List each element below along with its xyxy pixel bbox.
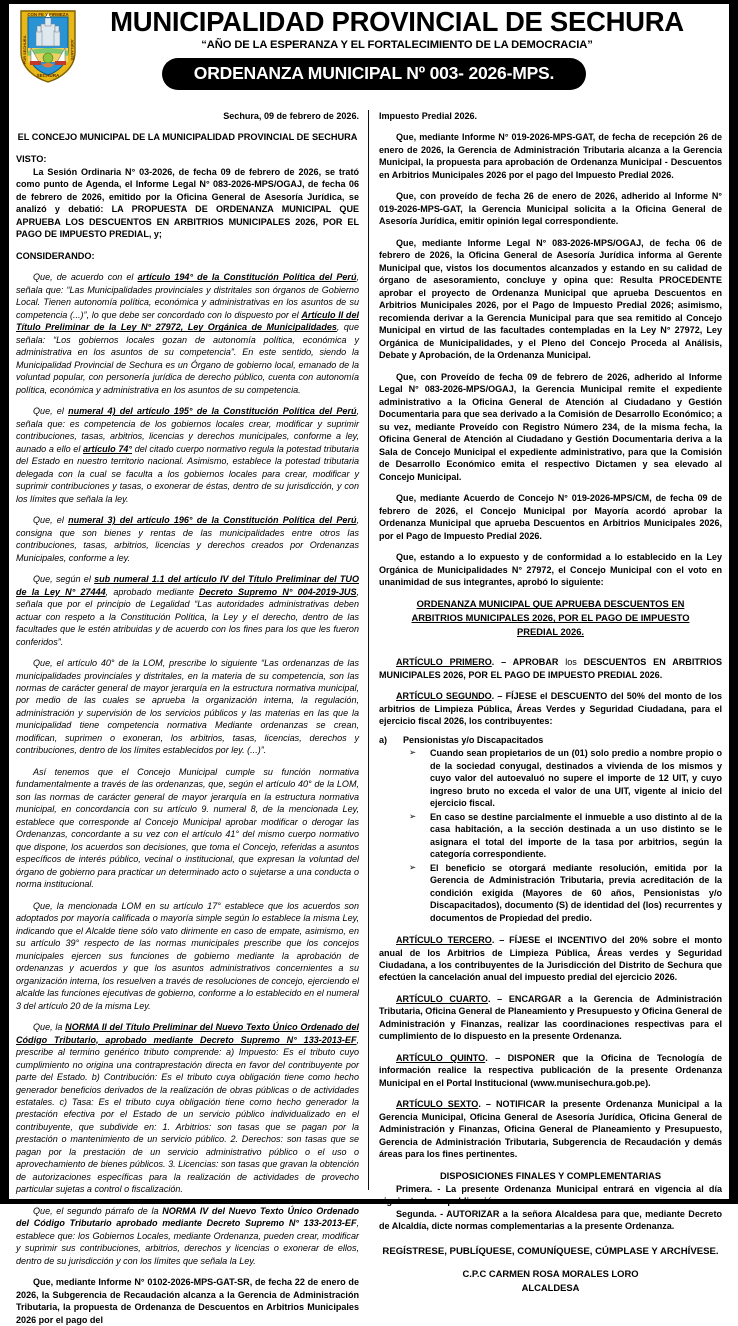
- consideration-p-norma4-tributario: [16, 1205, 359, 1267]
- articles-group-two: [379, 925, 722, 1161]
- document-body: [9, 100, 729, 1325]
- arrow-bullet-icon: ➢: [409, 747, 417, 758]
- consideration-p-art17lom: [16, 900, 359, 1012]
- list-item-a: [379, 734, 722, 746]
- consideration-p-tuo27444-seg-4: , señala que por el principio de Legalidad “Las autoridades administrativas deben actuar con respeto a la Constitución Política, la Ley y el derecho, dentro de las facultades que le estén atribuidas y de acuerdo con los fines para los que les fueron conferidos”.: [16, 586, 359, 647]
- consideration-p-tuo27444-seg-2: , aprobado mediante: [105, 586, 200, 597]
- article-articulo-segundo: [379, 690, 722, 727]
- article-body-articulo-sexto: . – NOTIFICAR la presente Ordenanza Municipal a la Gerencia Municipal, Oficina General de Asesoría Jurídica, Oficina General de Administración y Finanzas, Oficina General de Planeamiento y Presupuesto, Gerencia de Administración Tributaria, Subgerencia de Recaudación y demás áreas para los fines pertinentes.: [379, 1099, 722, 1160]
- consideration-p-informe-0102-seg-0: Que, mediante Informe N° 0102-2026-MPS-GAT-SR, de fecha 22 de enero de 2026, la Subgerencia de Recaudación alcanza a la Gerencia de Administración Tributaria, la propuesta de Ordenanza de Descuentos en Arbitrios Municipales 2026 por el pago del: [16, 1277, 359, 1325]
- document-header: [9, 4, 729, 100]
- header-title-group: [9, 8, 729, 51]
- left-column: [16, 110, 369, 1325]
- page-title: MUNICIPALIDAD PROVINCIAL DE SECHURA: [110, 6, 684, 37]
- article-articulo-quinto: [379, 1052, 722, 1089]
- article-articulo-cuarto: [379, 993, 722, 1043]
- signer-role: ALCALDESA: [521, 1281, 580, 1293]
- consideration-p-art17lom-seg-0: Que, la mencionada LOM en su artículo 17° establece que los acuerdos son adoptados por mayoría calificada o mayoría simple según lo establece la misma Ley, indicando que el Alcalde tiene sólo vato dirimente en caso de empate, asimismo, en su artículo 39° respecto de las normas municipales prescribe que los concejos municipales ejercen sus funciones de gobierno mediante la aprobación de ordenanzas y acuerdos y que los asuntos administrativos concernientes a su organización interna, los resuelven a través de resoluciones de concejo, ejerciendo el alcalde las funciones ejecutivas de gobierno, conforme a lo establecido en el numeral 3 del artículo 20 de la misma Ley.: [16, 900, 359, 1011]
- consideration-p-informe-083: [379, 237, 722, 362]
- article-body-articulo-segundo-seg-0: . – FÍJESE el DESCUENTO del 50% del monto de los arbitrios de Limpieza Pública, Áreas Verdes y Seguridad Ciudadana, para el ejercicio fiscal 2026, los contribuyentes:: [379, 691, 722, 727]
- article-label-articulo-tercero: ARTÍCULO TERCERO: [396, 935, 492, 946]
- article-articulo-tercero: [379, 934, 722, 984]
- list-item-a-label: Pensionistas y/o Discapacitados: [403, 734, 544, 745]
- consideration-p-norma2-tributario: [16, 1021, 359, 1196]
- consideration-p-art194-seg-3: Artículo II del Título Preliminar de la Ley N° 27972, Ley Orgánica de Municipalidades: [16, 309, 359, 333]
- consideration-p-proveido-26ene-seg-0: Que, con proveído de fecha 26 de enero de 2026, adherido al Informe N° 019-2026-MPS-GAT, la Gerencia Municipal solicita a la Oficina General de Asesoría Jurídica, emitir opinión legal correspondiente.: [379, 191, 722, 227]
- consideration-p-art194-seg-0: Que, de acuerdo con el: [33, 272, 138, 283]
- consideration-p-acuerdo-019: [379, 492, 722, 542]
- consideration-p-art195-seg-3: artículo 74°: [83, 443, 133, 454]
- consideration-p-norma2-tributario-seg-0: Que, la: [33, 1022, 66, 1033]
- closing-formula: REGÍSTRESE, PUBLÍQUESE, COMUNÍQUESE, CÚMPLASE Y ARCHÍVESE.: [382, 1245, 719, 1257]
- consideration-p-tuo27444-seg-0: Que, según el: [33, 574, 95, 585]
- disposition-label-2: Segunda.: [396, 1208, 437, 1219]
- dispositions-list: [379, 1183, 722, 1233]
- bullet-item-1: [379, 747, 722, 809]
- disposition-text-1: - La presente Ordenanza Municipal entrará en vigencia al día siguiente de su publicación.: [379, 1183, 722, 1207]
- bullet-item-3: [379, 862, 722, 924]
- visto-text-emphasis: LA PROPUESTA DE ORDENANZA MUNICIPAL QUE APRUEBA LOS DESCUENTOS EN ARBITRIOS MUNICIPALES 2026, POR EL PAGO DE IMPUESTO PREDIAL, y;: [16, 204, 360, 240]
- consideration-p-art196-seg-0: Que, el: [33, 515, 69, 526]
- signer-name: C.P.C CARMEN ROSA MORALES LORO: [462, 1267, 639, 1279]
- arrow-bullet-icon: ➢: [409, 861, 417, 872]
- consideration-p-art40lom-seg-0: Que, el artículo 40° de la LOM, prescribe lo siguiente “Las ordenanzas de las municipalidades provinciales y distritales, en la materia de su competencia, son las normas de carácter general de mayor jerarquía en la estructura normativa municipal, por medio de las cuales se aprueba la organización interna, la regulación, administración y supervisión de los servicios públicos y las materias en las que la municipalidad tiene competencia normativa Mediante ordenanzas se crean, modifican, suprimen o exoneran, los arbitrios, tasas, licencias, derechos y contribuciones, dentro de los límites establecidos por ley. (...)”.: [16, 658, 359, 756]
- article-body-articulo-tercero: . – FÍJESE el INCENTIVO del 20% sobre el monto anual de los Arbitrios de Limpieza Pública, Áreas verdes y Seguridad Ciudadana, a los contribuyentes de la Jurisdicción del Distrito de Sechura que efectúen la cancelación anual del impuesto predial del ejercicio 2026.: [379, 935, 723, 983]
- disposition-label-1: Primera.: [396, 1183, 433, 1194]
- article-body-articulo-quinto: . – DISPONER que la Oficina de Tecnología de información realice la respectiva publicación de la presente Ordenanza Municipal en el Portal Institucional (www.munisechura.gob.pe).: [379, 1052, 722, 1088]
- consideration-p-estando-expuesto-seg-0: Que, estando a lo expuesto y de conformidad a lo establecido en la Ley Orgánica de Municipalidades N° 27972, el Concejo Municipal con el voto en unanimidad de sus integrantes, aprobó lo siguiente:: [379, 552, 722, 587]
- right-column: [369, 110, 723, 1293]
- bullet-text-2: En caso se destine parcialmente el inmueble a uso distinto al de la casa habitación, a la sección destinada a un uso distinto se le asignara el total del importe de la tasa por arbitrios, según la categoría correspondiente.: [430, 811, 722, 860]
- consideration-p-norma2-tributario-seg-2: , prescribe al termino genérico tributo comprende: a) Impuesto: Es el tributo cuyo cumplimiento no origina una contraprestación directa en favor del contribuyente por parte del Estado. b) Contribución: Es el tributo cuya obligación tiene como hecho generador beneficios derivados de la realización de obras públicas o de actividades estatales. c) Tasa: Es el tributo cuya obligación tiene como hecho generador la prestación efectiva por el Estado de un servicio público individualizado en el contribuyente, que subdivide en: 1. Arbitrios: son tasas que se pagan por la prestación o mantenimiento de un servicio público. 2. Derechos: son tasas que se pagan por la prestación de un servicio administrativo público o el uso o aprovechamiento de bienes públicos. 3. Licencias: son tasas que gravan la obtención de autorizaciones específicas para la realización de actividades de provecho particular sujetas a control o fiscalización.: [16, 1034, 359, 1195]
- consideration-p-art194: [16, 271, 359, 396]
- visto-text-normal: La Sesión Ordinaria N° 03-2026, de fecha 09 de febrero de 2026, se trató como punto de Agenda, el Informe Legal N° 083-2026-MPS/OGAJ, de fecha 06 de febrero de 2026, emitido por la Oficina General de Asesoría Jurídica, se analizó y debatió:: [16, 166, 359, 215]
- consideration-p-informe-019: [379, 131, 722, 181]
- consideration-p-norma2-tributario-seg-1: NORMA II del Título Preliminar del Nuevo Texto Único Ordenado del Código Tributario, aprobado mediante Decreto Supremo N° 133-2013-EF: [16, 1022, 359, 1045]
- consideration-p-concejo-normativa-seg-0: Así tenemos que el Concejo Municipal cumple su función normativa fundamentalmente a través de las ordenanzas, que, según el artículo 40° de la LOM, son las normas de carácter general de mayor jerarquía en la estructura normativa municipal, en concordancia con su artículo 9. numeral 8, de la mencionada Ley, establece que corresponde al Concejo Municipal aprobar modificar o derogar las Ordenanzas, concordante a su vez con el artículo 41° del mismo cuerpo normativo que dispone, los acuerdos son decisiones, que toma el Concejo, referidas a asuntos específicos de interés público, vecinal o institucional, que expresan la voluntad del órgano de gobierno para practicar un determinado acto o sujetarse a una conducta o norma institucional.: [16, 766, 359, 890]
- consideration-p-tuo27444-seg-1: sub numeral 1.1 del artículo IV del Título Preliminar del TUO de la Ley N° 27444: [16, 574, 359, 597]
- article-articulo-primero: [379, 656, 722, 681]
- consideration-p-tuo27444-seg-3: Decreto Supremo N° 004-2019-JUS: [199, 586, 357, 597]
- article-body-articulo-primero-seg-3: DESCUENTOS EN ARBITRIOS MUNICIPALES 2026, POR EL PAGO DE IMPUESTO PREDIAL 2026.: [379, 657, 722, 680]
- considerando-label: CONSIDERANDO:: [16, 250, 95, 261]
- consideration-p-norma4-tributario-seg-1: NORMA IV del Nuevo Texto Único Ordenado del Código Tributario aprobado mediante Decreto Supremo N° 133-2013-EF: [16, 1205, 359, 1229]
- article-body-articulo-primero-seg-1: APROBAR: [512, 657, 559, 668]
- place-and-date: Sechura, 09 de febrero de 2026.: [223, 111, 359, 121]
- consideration-p-art195-seg-2: , señala que: es competencia de los gobiernos locales crear, modificar y suprimir contribuciones, tasas, arbitrios, licencias y derechos municipales, conforme a ley, aunado a ello el: [16, 406, 360, 454]
- dispositions-heading: DISPOSICIONES FINALES Y COMPLEMENTARIAS: [439, 1170, 662, 1181]
- bullet-text-1: Cuando sean propietarios de un (01) solo predio a nombre propio o de la sociedad conyugal, destinados a vivienda de los mismos y cuyo valor del autoevaluó no supere el importe de 12 UIT, y cuyo ingreso bruto no exceda el valor de una UIT, vigente al inicio del ejercicio fiscal.: [430, 748, 722, 809]
- list-marker-a: a): [379, 734, 388, 745]
- consideration-p-proveido-09feb-seg-0: Que, con Proveído de fecha 09 de febrero de 2026, adherido al Informe Legal N° 083-2026-MPS/OGAJ, la Gerencia Municipal remite el expediente administrativo a la Oficina General de Atención al Ciudadano y Gestión Documentaria para que sea derivado a la Comisión de Desarrollo Económico; a su vez, mediante Proveído con Registro Número 234, de la misma fecha, la Oficina General de Atención al Ciudadano y Gestión Documentaria deriva a la Sala de Concejo Municipal el expediente administrativo, para que la Comisión de Desarrollo Económico emita el respectivo Dictamen y sea elevado al Concejo Municipal.: [379, 371, 722, 482]
- council-heading: EL CONCEJO MUNICIPAL DE LA MUNICIPALIDAD PROVINCIAL DE SECHURA: [17, 132, 358, 143]
- consideration-p-acuerdo-019-seg-0: Que, mediante Acuerdo de Concejo N° 019-2026-MPS/CM, de fecha 09 de febrero de 2026, el Concejo Municipal por Mayoría acordó aprobar la Ordenanza Municipal que aprueba Descuentos en Arbitrios Municipales 2026, por el Pago de Impuesto Predial 2026.: [379, 493, 722, 541]
- left-considerations-list: [16, 262, 359, 1326]
- article-body-articulo-cuarto: . – ENCARGAR a la Gerencia de Administración Tributaria, Oficina General de Planeamiento y Presupuesto y Oficina General de Administración y Finanzas, realizar las coordinaciones respectivas para el cumplimiento de lo dispuesto en la presente Ordenanza.: [379, 993, 722, 1042]
- consideration-p-art196-seg-2: , consigna que son bienes y rentas de las municipalidades entre otros las contribuciones, tasas, arbitrios, licencias y derechos creados por Ordenanzas Municipales, conforme a ley.: [16, 515, 360, 563]
- consideration-p-art195-seg-0: Que, el: [33, 406, 69, 417]
- svg-text:CON FE Y FIRMEZA: CON FE Y FIRMEZA: [27, 12, 69, 17]
- svg-text:SECHURA: SECHURA: [36, 73, 60, 78]
- article-articulo-sexto: [379, 1098, 722, 1160]
- consideration-p-art195-seg-1: numeral 4) del artículo 195° de la Constitución Política del Perú: [68, 406, 357, 417]
- consideration-p-proveido-26ene: [379, 190, 722, 227]
- consideration-p-art196: [16, 514, 359, 564]
- consideration-p-informe-0102: [16, 1276, 359, 1326]
- bullet-item-2: [379, 811, 722, 861]
- article-body-articulo-primero-seg-2: los: [558, 657, 584, 668]
- disposition-1: [379, 1183, 722, 1208]
- ordinance-number-banner: [9, 58, 729, 90]
- consideration-p-art195-seg-4: del citado cuerpo normativo regula la potestad tributaria del Estado en nuestro territorio nacional. Asimismo, establece la potestad tributaria delegada con la cual se faculta a los gobiernos locales para crear, modificar y suprimir contribuciones y tasas, o exonerar de éstas, dentro de su jurisdicción, y con los límites que señala la ley.: [16, 443, 360, 504]
- bullet-list: [379, 747, 722, 924]
- bullet-text-3: El beneficio se otorgará mediante resolución, emitida por la Gerencia de Administración Tributaria, previa acreditación de la condición exigida (Mayores de 60 años, Pensionistas y/o Discapacitados), documento (S) de identidad del (los) recurrentes y documentos de Propiedad del predio.: [430, 862, 722, 923]
- disposition-text-2: - AUTORIZAR a la señora Alcaldesa para que, mediante Decreto de Alcaldía, dicte normas complementarias a la presente Ordenanza.: [379, 1208, 722, 1232]
- year-slogan: “AÑO DE LA ESPERANZA Y EL FORTALECIMIENTO DE LA DEMOCRACIA”: [201, 38, 593, 51]
- consideration-p-informe-019-seg-0: Que, mediante Informe N° 019-2026-MPS-GAT, de fecha de recepción 26 de enero de 2026, la Gerencia de Administración Tributaria alcanza a la Gerencia Municipal, la propuesta para aprobación de Ordenanza Municipal - Descuentos en Arbitrios Municipales 2026 por el pago del Impuesto Predial 2026.: [379, 132, 722, 180]
- articles-group-one: [379, 647, 722, 727]
- consideration-p-proveido-09feb: [379, 371, 722, 483]
- right-considerations-list: [379, 122, 722, 588]
- consideration-p-concejo-normativa: [16, 766, 359, 891]
- article-body-articulo-primero-seg-0: . –: [491, 657, 513, 668]
- article-label-articulo-quinto: ARTÍCULO QUINTO: [396, 1052, 486, 1063]
- disposition-2: [379, 1208, 722, 1233]
- article-label-articulo-sexto: ARTÍCULO SEXTO: [396, 1099, 479, 1110]
- article-label-articulo-segundo: ARTÍCULO SEGUNDO: [396, 691, 492, 702]
- consideration-p-estando-expuesto: [379, 551, 722, 588]
- consideration-p-norma4-tributario-seg-0: Que, el segundo párrafo de la: [33, 1205, 163, 1216]
- visto-paragraph: [16, 166, 359, 241]
- consideration-p-art195: [16, 405, 359, 505]
- continuation-text: Impuesto Predial 2026.: [379, 111, 478, 121]
- consideration-p-art194-seg-2: , señala que: “Las Municipalidades provinciales y distritales son órganos de Gobierno Local. Tienen autonomía política, económica y administrativas en los asuntos de su competencia (...)”, lo que debe ser concordado con lo dispuesto por el: [16, 272, 359, 320]
- consideration-p-norma4-tributario-seg-2: , establece que: los Gobiernos Locales, mediante Ordenanza, pueden crear, modificar y suprimir sus contribuciones, arbitrios, derechos y licencias o exonerar de ellos, dentro de su jurisdicción y con los límites que señala la Ley.: [16, 1218, 359, 1266]
- consideration-p-informe-083-seg-0: Que, mediante Informe Legal N° 083-2026-MPS/OGAJ, de fecha 06 de febrero de 2026, la Oficina General de Asesoría Jurídica informa al Gerente Municipal que, vistos los documentos alcanzados y estando en su calidad de órgano de asesoramiento, concluye y opina que: Resulta PROCEDENTE aprobar el proyecto de Ordenanza Municipal que aprueba Descuentos en Arbitrios Municipales 2026, por el Pago de Impuesto Predial 2026; asimismo, recomienda derivar a la Gerencia Municipal para que sea remitido al Concejo Municipal en virtud de las facultades contempladas en la Ley N° 27972, Ley Orgánica de Municipalidades, y el Pleno del Concejo Proceda al Análisis, Debate y Aprobación, de la Ordenanza Municipal.: [379, 237, 722, 361]
- consideration-p-tuo27444: [16, 573, 359, 648]
- ordinance-title: ORDENANZA MUNICIPAL QUE APRUEBA DESCUENTOS EN ARBITRIOS MUNICIPALES 2026, POR EL PAGO DE IMPUESTO PREDIAL 2026.: [411, 598, 690, 637]
- consideration-p-art196-seg-1: numeral 3) del artículo 196° de la Constitución Política del Perú: [68, 515, 357, 526]
- ordinance-number-label: ORDENANZA MUNICIPAL Nº 003- 2026-MPS.: [162, 58, 586, 90]
- article-label-articulo-cuarto: ARTÍCULO CUARTO: [396, 993, 488, 1004]
- arrow-bullet-icon: ➢: [409, 810, 417, 821]
- consideration-p-art40lom: [16, 657, 359, 757]
- svg-text:POR SECHURA: POR SECHURA: [22, 35, 27, 65]
- article-label-articulo-primero: ARTÍCULO PRIMERO: [396, 657, 492, 668]
- consideration-p-art194-seg-4: , que señala: “Los gobiernos locales gozan de autonomía política, económica y administrativa en los asuntos de su competencia”. En este sentido, siendo la Municipalidad Provincial de Sechura es un Órgano de gobierno local, emanado de la voluntad popular, con personería jurídica de derecho público, cuenta con autonomía política, económica y administrativa en los asuntos de su competencia.: [16, 322, 359, 395]
- svg-text:ADELANTE: ADELANTE: [70, 39, 75, 61]
- consideration-p-art194-seg-1: artículo 194° de la Constitución Política del Perú: [137, 272, 357, 283]
- municipal-crest-icon: [17, 8, 79, 84]
- visto-label: VISTO:: [16, 154, 47, 165]
